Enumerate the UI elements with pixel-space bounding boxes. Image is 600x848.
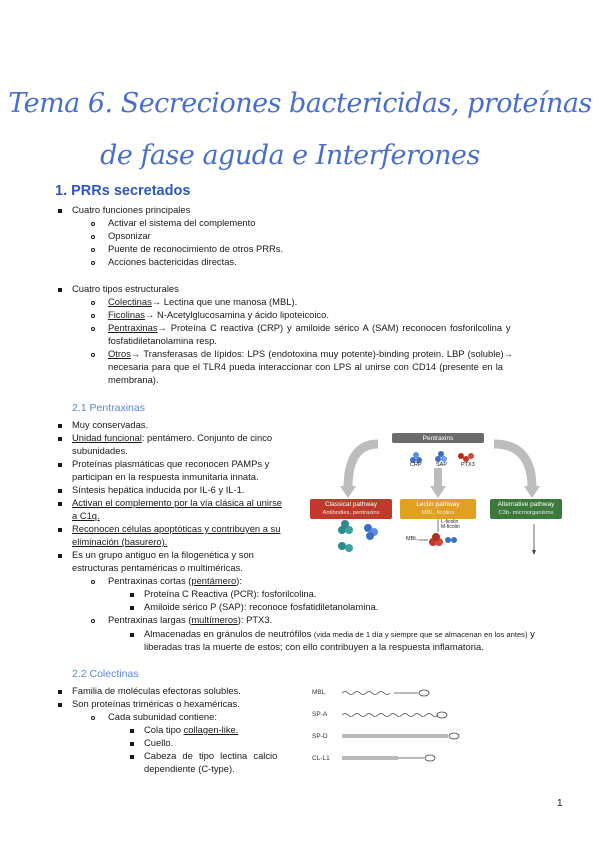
- mbl-label: MBL: [406, 536, 418, 542]
- bullet-circle-icon: [91, 580, 95, 584]
- collectin-chains-graphic: [338, 686, 462, 770]
- funcion-item: Puente de reconocimiento de otros PRRs.: [108, 243, 284, 254]
- bullet-icon: [58, 703, 62, 707]
- bullet-circle-icon: [91, 353, 95, 357]
- bullet-circle-icon: [91, 261, 95, 265]
- tipo-colectinas: Colectinas→ Lectina que une manosa (MBL).: [108, 296, 298, 307]
- tipo-otros-cont: necesaria para que el TLR4 pueda interaccionar con LPS al unirse con CD14 (presente en la: [108, 361, 503, 372]
- lectin-pathway-title: Lectin pathway: [416, 501, 460, 508]
- pentraxinas-largas: Pentraxinas largas (multímeros): PTX3.: [108, 614, 273, 625]
- collectin-label: CL-L1: [312, 755, 330, 762]
- lectin-pathway-box: [400, 499, 476, 519]
- bullet-icon: [58, 554, 62, 558]
- colectinas-b2: Son proteínas triméricas o hexaméricas.: [72, 698, 240, 709]
- complement-pathways-diagram: [308, 430, 564, 558]
- pentraxinas-b2-cont: subunidades.: [72, 445, 128, 456]
- bullet-icon: [58, 288, 62, 292]
- section1-heading: 1. PRRs secretados: [55, 183, 191, 199]
- colectinas-item-cont: dependiente (C-type).: [144, 763, 235, 774]
- largas-item: Almacenadas en gránulos de neutrófilos (vida media de 1 día y siempre que se almacenan en los antes) y: [144, 628, 535, 639]
- bullet-icon: [58, 489, 62, 493]
- bullet-icon: [58, 209, 62, 213]
- bullet-icon: [58, 437, 62, 441]
- pentraxinas-b4: Síntesis hepática inducida por IL-6 y IL-1.: [72, 484, 245, 495]
- bullet-square-icon: [130, 742, 134, 746]
- pentraxinas-b5: Activan el complemento por la vía clásica al unirse: [72, 497, 282, 508]
- bullet-circle-icon: [91, 222, 95, 226]
- collectin-label: SP-D: [312, 733, 328, 740]
- ptx3-label: PTX3: [461, 462, 475, 468]
- tipo-otros: Otros→ Transferasas de lípidos: LPS (endotoxina muy potente)-binding protein. LBP (soluble)→: [108, 348, 513, 359]
- colectinas-item: Cabeza de tipo lectina calcio: [144, 750, 278, 761]
- tipo-pentraxinas: Pentraxinas→ Proteína C reactiva (CRP) y amiloide sérico A (SAM) reconocen fosforilcolina y: [108, 322, 511, 333]
- page-number: 1: [557, 798, 563, 809]
- classical-pathway-box: [310, 499, 392, 519]
- pentraxinas-b1: Muy conservadas.: [72, 419, 149, 430]
- lectin-pathway-sub: MBL, ficolins: [421, 510, 455, 516]
- pentraxinas-cortas: Pentraxinas cortas (pentámero):: [108, 575, 242, 586]
- bullet-circle-icon: [91, 248, 95, 252]
- collectin-structure-figure: [312, 686, 462, 770]
- bullet-square-icon: [130, 729, 134, 733]
- pentraxinas-b6: Reconocen células apoptóticas y contribuyen a su: [72, 523, 281, 534]
- sap-label: SAP: [436, 462, 448, 468]
- pentraxinas-b2: Unidad funcional: pentámero. Conjunto de cinco: [72, 432, 273, 443]
- cortas-item: Proteína C Reactiva (PCR): fosforilcolina.: [144, 588, 317, 599]
- tipos-intro: Cuatro tipos estructurales: [72, 283, 179, 294]
- classical-pathway-title: Classical pathway: [324, 501, 378, 508]
- pentraxins-header: Pentraxins: [392, 433, 484, 443]
- diagram-graphic: [308, 430, 564, 558]
- bullet-icon: [58, 424, 62, 428]
- collectin-label: SP-A: [312, 711, 328, 718]
- bullet-square-icon: [130, 606, 134, 610]
- alternative-pathway-box: [490, 499, 562, 519]
- bullet-square-icon: [130, 593, 134, 597]
- cortas-item: Amiloide sérico P (SAP): reconoce fosfatidiletanolamina.: [144, 601, 379, 612]
- pentraxinas-b3-cont: participan en la respuesta inmunitaria innata.: [72, 471, 259, 482]
- funcion-item: Acciones bactericidas directas.: [108, 256, 237, 267]
- alternative-pathway-sub: C3b- microorganisms: [498, 510, 554, 516]
- bullet-square-icon: [130, 755, 134, 759]
- tipo-ficolinas: Ficolinas→ N-Acetylglucosamina y ácido lipoteicoico.: [108, 309, 329, 320]
- bullet-icon: [58, 690, 62, 694]
- colectinas-item: Cuello.: [144, 737, 174, 748]
- colectinas-sub: Cada subunidad contiene:: [108, 711, 217, 722]
- classical-pathway-sub: Antibodies, pentraxins: [322, 510, 380, 516]
- bullet-circle-icon: [91, 301, 95, 305]
- document-title-line1: Tema 6. Secreciones bactericidas, proteínas: [8, 88, 592, 119]
- funciones-intro: Cuatro funciones principales: [72, 204, 191, 215]
- bullet-square-icon: [130, 633, 134, 637]
- crp-label: CRP: [410, 462, 422, 468]
- pentraxinas-b5-cont: a C1q.: [72, 510, 100, 521]
- section22-heading: 2.2 Colectinas: [72, 668, 139, 680]
- colectinas-item: Cola tipo collagen-like.: [144, 724, 239, 735]
- bullet-icon: [58, 528, 62, 532]
- funcion-item: Opsonizar: [108, 230, 151, 241]
- pentraxinas-b6-cont: eliminación (basurero).: [72, 536, 168, 547]
- funcion-item: Activar el sistema del complemento: [108, 217, 256, 228]
- bullet-icon: [58, 463, 62, 467]
- bullet-circle-icon: [91, 314, 95, 318]
- collectin-label: MBL: [312, 689, 326, 696]
- bullet-circle-icon: [91, 619, 95, 623]
- section21-heading: 2.1 Pentraxinas: [72, 402, 145, 414]
- bullet-circle-icon: [91, 235, 95, 239]
- pentraxinas-b7-cont: estructuras pentaméricas o multiméricas.: [72, 562, 243, 573]
- tipo-pentraxinas-cont: fosfatidiletanolamina resp.: [108, 335, 217, 346]
- l-ficolin-label: L-ficolin: [441, 519, 459, 525]
- tipo-otros-cont2: membrana).: [108, 374, 159, 385]
- bullet-circle-icon: [91, 327, 95, 331]
- bullet-circle-icon: [91, 716, 95, 720]
- pentraxinas-b7: Es un grupo antiguo en la filogenética y son: [72, 549, 254, 560]
- alternative-pathway-title: Alternative pathway: [497, 501, 555, 508]
- bullet-icon: [58, 502, 62, 506]
- colectinas-b1: Familia de moléculas efectoras solubles.: [72, 685, 241, 696]
- m-ficolin-label: M-ficolin: [441, 524, 460, 530]
- document-title-line2: de fase aguda e Interferones: [100, 140, 480, 171]
- pentraxinas-b3: Proteínas plasmáticas que reconocen PAMPs y: [72, 458, 270, 469]
- largas-item-cont: liberadas tras la muerte de estos; con ello contribuyen a la respuesta inflamatoria.: [144, 641, 484, 652]
